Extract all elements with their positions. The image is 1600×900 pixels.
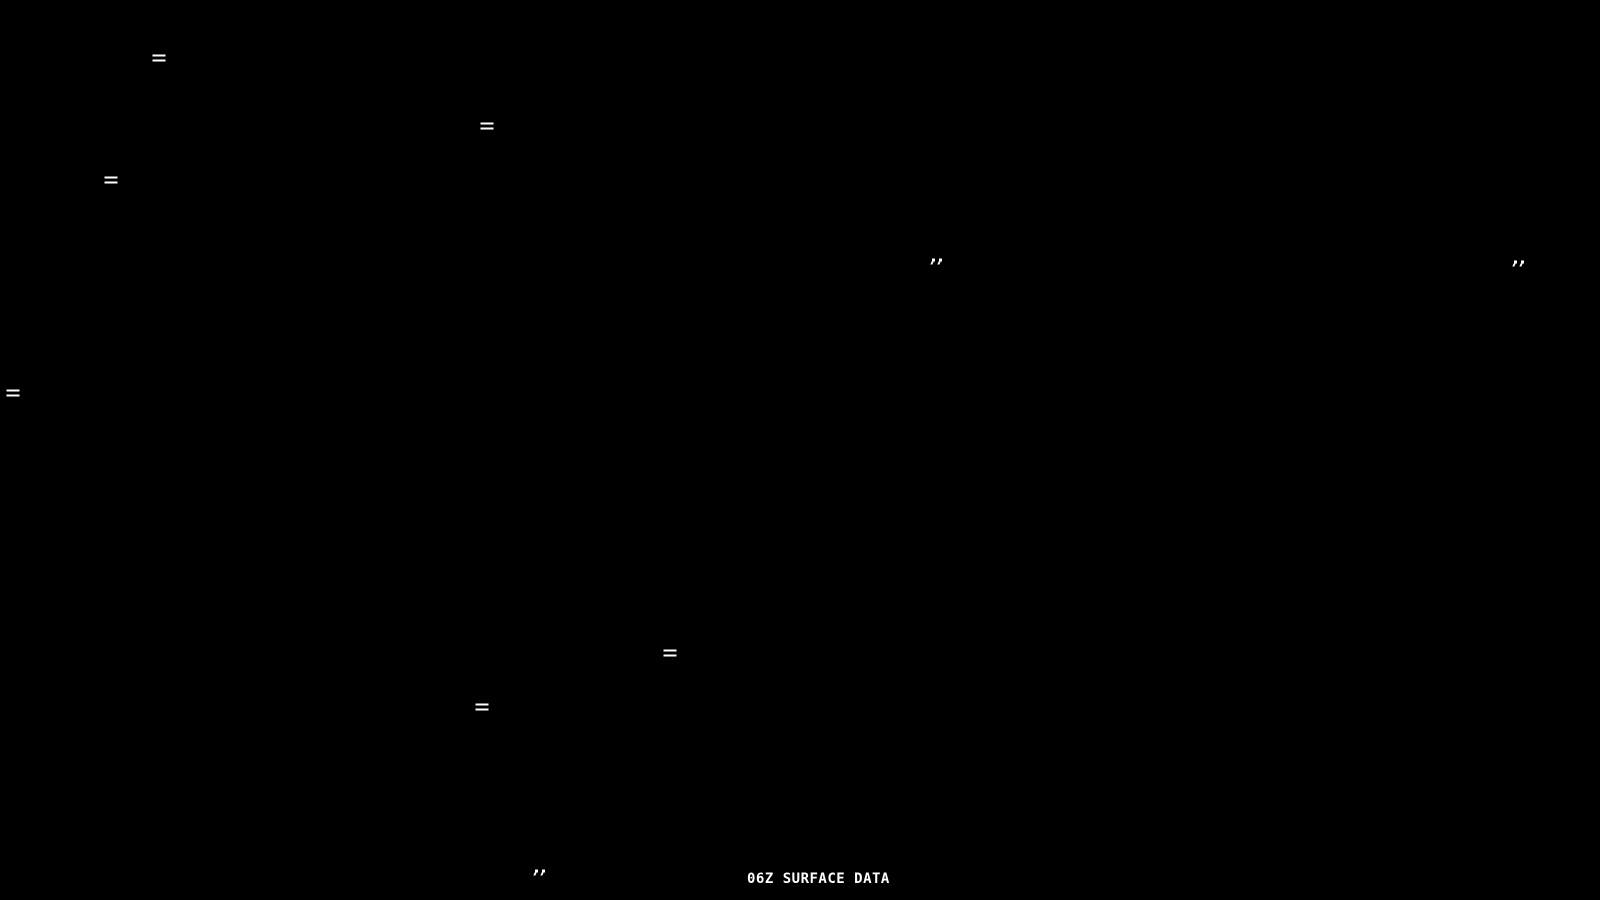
mist-bar [481,128,494,130]
drizzle-comma-icon [542,870,545,873]
drizzle-comma-icon [1521,261,1524,264]
mist-bar [153,55,166,57]
mist-bar [105,177,118,179]
mist-bar [664,655,677,657]
drizzle-comma-icon [1514,261,1517,264]
mist-symbol [481,123,494,130]
plot-title: 06Z SURFACE DATA [747,871,890,887]
mist-bar [7,395,20,397]
mist-symbol [153,55,166,62]
mist-bar [476,704,489,706]
mist-symbol [105,177,118,184]
light-drizzle-symbol [932,259,942,266]
mist-symbol [664,650,677,657]
mist-bar [153,60,166,62]
mist-symbol [476,704,489,711]
mist-bar [7,390,20,392]
mist-bar [664,650,677,652]
mist-bar [476,709,489,711]
mist-symbol [7,390,20,397]
drizzle-comma-icon [932,259,935,262]
drizzle-comma-icon [535,870,538,873]
mist-bar [105,182,118,184]
light-drizzle-symbol [1514,261,1524,268]
drizzle-comma-icon [939,259,942,262]
light-drizzle-symbol [535,870,545,877]
mist-bar [481,123,494,125]
